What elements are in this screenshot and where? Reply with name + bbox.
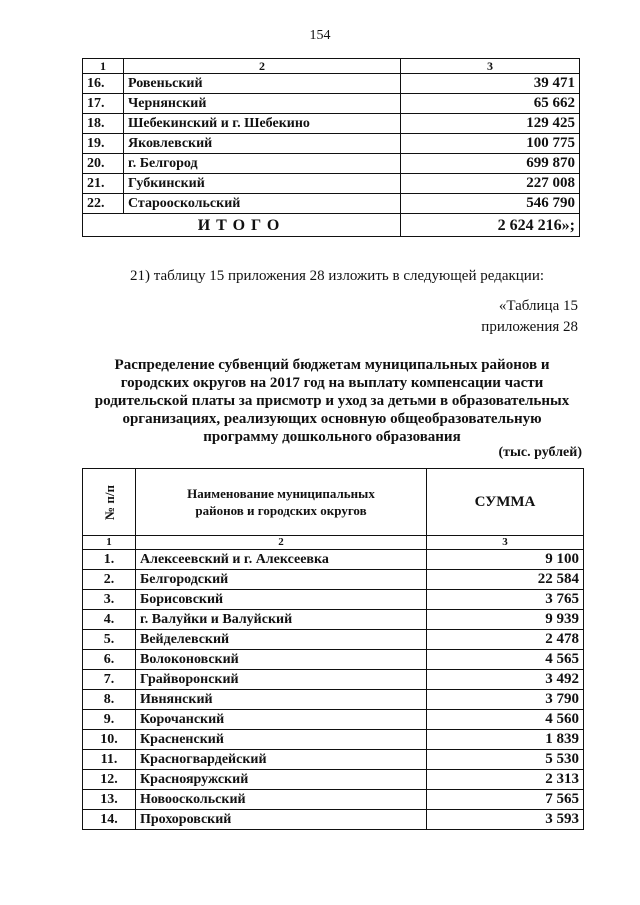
district-name: Ровеньский <box>124 74 401 94</box>
caption-line: приложения 28 <box>481 319 578 335</box>
column-header-sum: СУММА <box>427 469 584 536</box>
table-row <box>83 730 584 750</box>
total-row <box>83 214 580 237</box>
district-name: Шебекинский и г. Шебекино <box>124 114 401 134</box>
amount: 699 870 <box>401 154 580 174</box>
district-name: Корочанский <box>136 710 427 730</box>
district-name: Краснояружский <box>136 770 427 790</box>
amount: 3 593 <box>427 810 584 830</box>
district-name: Красненский <box>136 730 427 750</box>
district-name: Белгородский <box>136 570 427 590</box>
district-name: Прохоровский <box>136 810 427 830</box>
amount: 22 584 <box>427 570 584 590</box>
table-row <box>83 810 584 830</box>
district-name: Ивнянский <box>136 690 427 710</box>
table-row <box>83 194 580 214</box>
subvention-table <box>82 468 584 830</box>
table-row <box>83 134 580 154</box>
row-number: 1. <box>83 550 136 570</box>
column-number: 1 <box>83 59 124 74</box>
row-number: 9. <box>83 710 136 730</box>
row-number: 20. <box>83 154 124 174</box>
table-row <box>83 710 584 730</box>
total-label: ИТОГО <box>83 214 401 237</box>
district-name: Старооскольский <box>124 194 401 214</box>
table-row <box>83 750 584 770</box>
table-row <box>83 590 584 610</box>
district-name: г. Белгород <box>124 154 401 174</box>
row-number: 6. <box>83 650 136 670</box>
column-header-number-text: № п/п <box>101 484 117 520</box>
title-line: городских округов на 2017 год на выплату компенсации части <box>120 375 544 391</box>
district-name: г. Валуйки и Валуйский <box>136 610 427 630</box>
title-line: родительской платы за присмотр и уход за детьми в образовательных <box>94 393 570 409</box>
row-number: 5. <box>83 630 136 650</box>
row-number: 18. <box>83 114 124 134</box>
table-caption <box>481 296 578 338</box>
amount: 4 565 <box>427 650 584 670</box>
amount: 9 939 <box>427 610 584 630</box>
amount: 129 425 <box>401 114 580 134</box>
row-number: 4. <box>83 610 136 630</box>
district-name: Волоконовский <box>136 650 427 670</box>
table-row <box>83 690 584 710</box>
row-number: 11. <box>83 750 136 770</box>
amount: 9 100 <box>427 550 584 570</box>
table-row <box>83 74 580 94</box>
district-name: Борисовский <box>136 590 427 610</box>
title-line: Распределение субвенций бюджетам муниципальных районов и <box>114 357 550 373</box>
amount: 65 662 <box>401 94 580 114</box>
table-column-numbers <box>83 59 580 74</box>
title-line: организациях, реализующих основную общеобразовательную <box>122 411 542 427</box>
allocation-table-continued <box>82 58 580 237</box>
table-row <box>83 770 584 790</box>
table-row <box>83 154 580 174</box>
district-name: Яковлевский <box>124 134 401 154</box>
amount: 3 765 <box>427 590 584 610</box>
amount: 546 790 <box>401 194 580 214</box>
column-number: 2 <box>124 59 401 74</box>
amount: 7 565 <box>427 790 584 810</box>
table-row <box>83 94 580 114</box>
title-line: программу дошкольного образования <box>203 429 461 445</box>
table-column-numbers <box>83 536 584 550</box>
document-title <box>82 356 582 446</box>
caption-line: «Таблица 15 <box>498 298 578 314</box>
table-row <box>83 650 584 670</box>
amount: 2 313 <box>427 770 584 790</box>
column-number: 2 <box>136 536 427 550</box>
amount: 5 530 <box>427 750 584 770</box>
amount: 39 471 <box>401 74 580 94</box>
amount: 4 560 <box>427 710 584 730</box>
units-label: (тыс. рублей) <box>498 445 582 460</box>
amount: 3 492 <box>427 670 584 690</box>
column-number: 3 <box>427 536 584 550</box>
header-line: Наименование муниципальных <box>187 486 375 501</box>
page-number: 154 <box>309 28 331 43</box>
district-name: Вейделевский <box>136 630 427 650</box>
district-name: Чернянский <box>124 94 401 114</box>
column-header-name <box>136 469 427 536</box>
row-number: 16. <box>83 74 124 94</box>
column-header-number <box>83 469 136 536</box>
district-name: Красногвардейский <box>136 750 427 770</box>
row-number: 12. <box>83 770 136 790</box>
table-row <box>83 630 584 650</box>
table-row <box>83 790 584 810</box>
row-number: 10. <box>83 730 136 750</box>
row-number: 3. <box>83 590 136 610</box>
row-number: 14. <box>83 810 136 830</box>
amendment-text: 21) таблицу 15 приложения 28 изложить в следующей редакции: <box>130 268 545 284</box>
table-row <box>83 670 584 690</box>
table-row <box>83 610 584 630</box>
amount: 1 839 <box>427 730 584 750</box>
district-name: Алексеевский и г. Алексеевка <box>136 550 427 570</box>
amount: 2 478 <box>427 630 584 650</box>
district-name: Грайворонский <box>136 670 427 690</box>
district-name: Новооскольский <box>136 790 427 810</box>
row-number: 21. <box>83 174 124 194</box>
total-amount: 2 624 216»; <box>401 214 580 237</box>
table-row <box>83 114 580 134</box>
table-header <box>83 469 584 536</box>
row-number: 7. <box>83 670 136 690</box>
column-number: 3 <box>401 59 580 74</box>
row-number: 2. <box>83 570 136 590</box>
row-number: 22. <box>83 194 124 214</box>
column-number: 1 <box>83 536 136 550</box>
table-row <box>83 174 580 194</box>
amount: 100 775 <box>401 134 580 154</box>
table-row <box>83 570 584 590</box>
row-number: 13. <box>83 790 136 810</box>
table-row <box>83 550 584 570</box>
row-number: 19. <box>83 134 124 154</box>
amount: 227 008 <box>401 174 580 194</box>
header-line: районов и городских округов <box>195 503 367 518</box>
row-number: 17. <box>83 94 124 114</box>
district-name: Губкинский <box>124 174 401 194</box>
row-number: 8. <box>83 690 136 710</box>
amount: 3 790 <box>427 690 584 710</box>
